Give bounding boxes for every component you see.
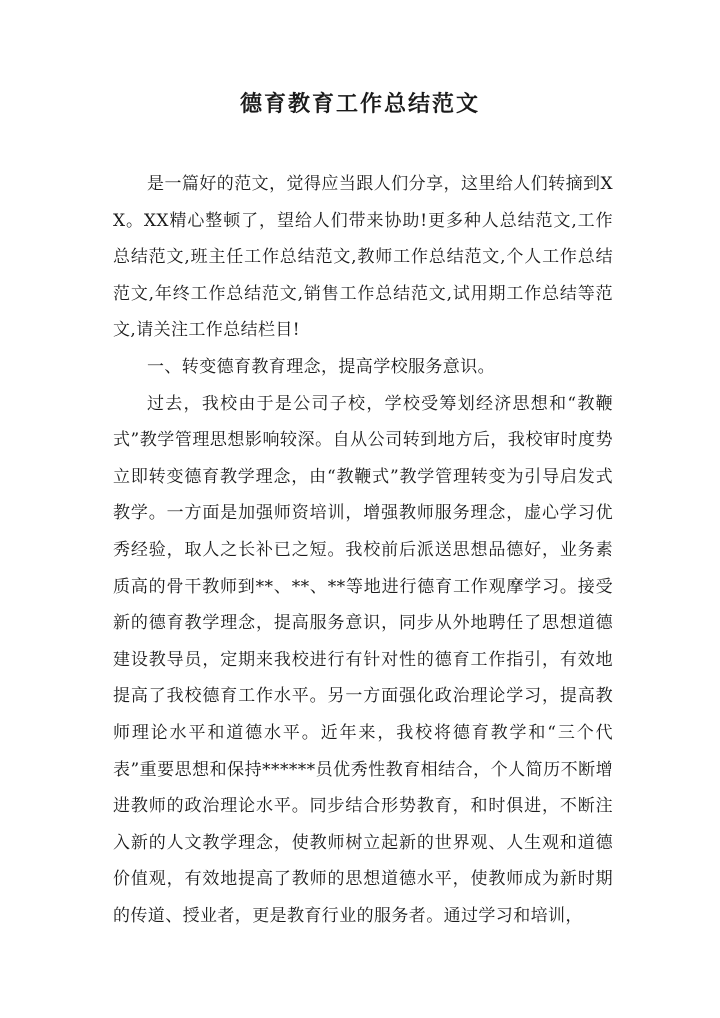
document-title: 德育教育工作总结范文 (239, 91, 480, 117)
document-body (113, 166, 613, 934)
section-heading-1: 一、转变德育教育理念，提高学校服务意识。 (147, 356, 495, 377)
body-paragraph: 过去，我校由于是公司子校，学校受筹划经济思想和“教鞭式”教学管理思想影响较深。自从公司转到地方后，我校审时度势立即转变德育教学理念，由“教鞭式”教学管理转变为引导启发式教学。一方面是加强师资培训，增强教师服务理念，虚心学习优秀经验，取人之长补已之短。我校前后派送思想品德好，业务素质高的骨干教师到**、**、**等地进行德育工作观摩学习。接受新的德育教学理念，提高服务意识，同步从外地聘任了思想道德建设教导员，定期来我校进行有针对性的德育工作指引，有效地提高了我校德育工作水平。另一方面强化政治理论学习，提高教师理论水平和道德水平。近年来，我校将德育教学和“三个代表”重要思想和保持******员优秀性教育相结合，个人简历不断增进教师的政治理论水平。同步结合形势教育，和时俱进，不断注入新的人文教学理念，使教师树立起新的世界观、人生观和道德价值观，有效地提高了教师的思想道德水平，使教师成为新时期的传道、授业者，更是教育行业的服务者。通过学习和培训， (113, 393, 613, 926)
intro-paragraph: 是一篇好的范文，觉得应当跟人们分享，这里给人们转摘到XX。XX精心整顿了，望给人们带来协助!更多种人总结范文,工作总结范文,班主任工作总结范文,教师工作总结范文,个人工作总结范文,年终工作总结范文,销售工作总结范文,试用期工作总结等范文,请关注工作总结栏目! (113, 174, 613, 341)
